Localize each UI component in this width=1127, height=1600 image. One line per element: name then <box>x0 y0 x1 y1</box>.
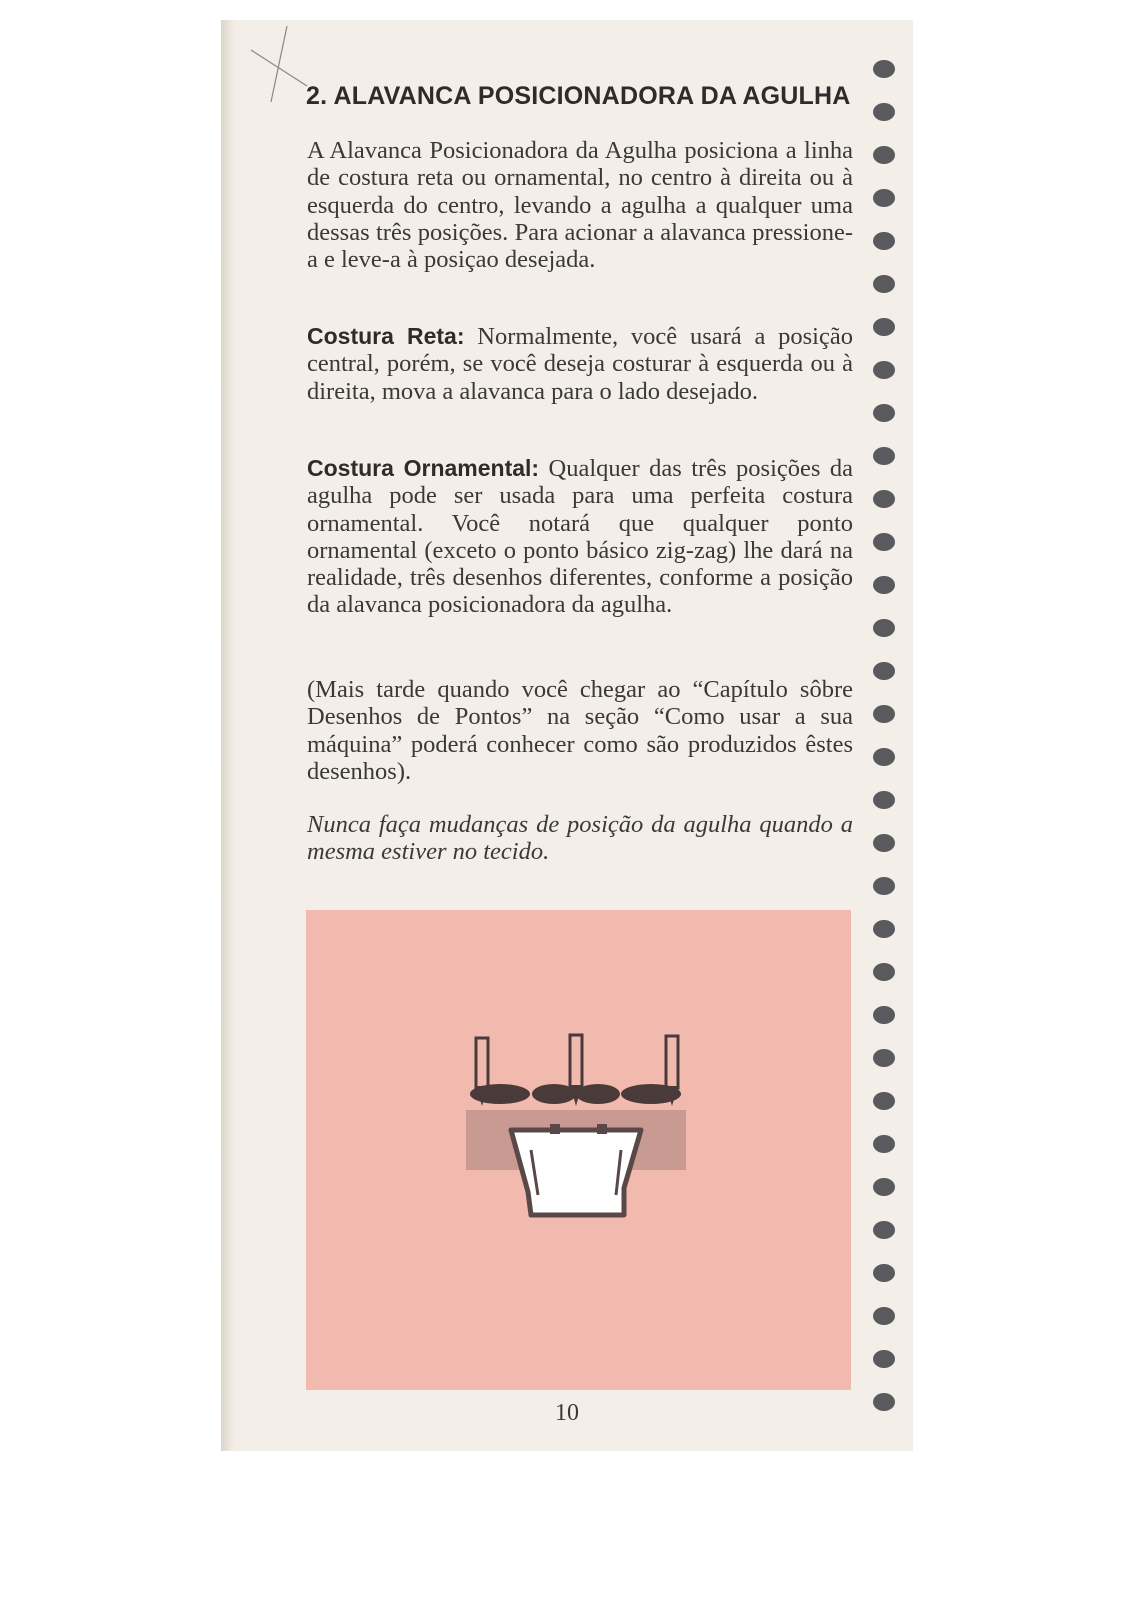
needle-positions-drawing <box>306 910 851 1390</box>
binding-hole <box>873 1393 895 1411</box>
manual-page <box>221 20 913 1451</box>
binding-hole <box>873 1350 895 1368</box>
binding-hole <box>873 103 895 121</box>
pen-mark <box>249 24 309 104</box>
needle-right-icon <box>621 1036 681 1106</box>
warning-paragraph: Nunca faça mudanças de posição da agulha quando a mesma estiver no tecido. <box>307 811 853 866</box>
binding-hole <box>873 146 895 164</box>
binding-hole <box>873 1178 895 1196</box>
note-paragraph: (Mais tarde quando você chegar ao “Capítulo sôbre Desenhos de Pontos” na seção “Como usar a sua máquina” poderá conhecer como são produzidos êstes desenhos). <box>307 676 853 785</box>
binding-hole <box>873 705 895 723</box>
binding-hole <box>873 189 895 207</box>
straight-stitch-paragraph <box>307 323 853 405</box>
needle-left-icon <box>470 1038 530 1106</box>
binding-hole <box>873 447 895 465</box>
binding-hole <box>873 576 895 594</box>
binding-hole <box>873 877 895 895</box>
binding-hole <box>873 963 895 981</box>
binding-hole <box>873 662 895 680</box>
binding-hole <box>873 60 895 78</box>
binding-hole <box>873 490 895 508</box>
binding-hole <box>873 232 895 250</box>
ornamental-stitch-text: Qualquer das três posições da agulha pode ser usada para uma perfeita costura ornamental. Você notará que qualquer ponto ornamental (exceto o ponto básico zig-zag) lhe dará na realidade, três desenhos diferentes, conforme a posição da alavanca posicionadora da agulha. <box>307 455 853 619</box>
ornamental-stitch-paragraph <box>307 455 853 619</box>
straight-stitch-text: Normalmente, você usará a posição central, porém, se você deseja costurar à esquerda ou à direita, mova a alavanca para o lado desejado. <box>307 323 853 405</box>
binding-hole <box>873 834 895 852</box>
binding-hole <box>873 1135 895 1153</box>
intro-paragraph: A Alavanca Posicionadora da Agulha posiciona a linha de costura reta ou ornamental, no centro à direita ou à esquerda do centro, levando a agulha a qualquer uma dessas três posições. Para acionar a alavanca pressione-a e leve-a à posiçao desejada. <box>307 137 853 274</box>
binding-hole <box>873 1307 895 1325</box>
binding-hole <box>873 619 895 637</box>
binding-hole <box>873 791 895 809</box>
binding-hole <box>873 1006 895 1024</box>
needle-positions-illustration <box>306 910 851 1390</box>
presser-foot <box>511 1130 641 1215</box>
binding-hole <box>873 1092 895 1110</box>
binding-hole <box>873 361 895 379</box>
binding-hole <box>873 1221 895 1239</box>
binding-hole <box>873 748 895 766</box>
binding-hole <box>873 275 895 293</box>
straight-stitch-label: Costura Reta: <box>307 323 465 349</box>
page-number: 10 <box>555 1400 579 1426</box>
binding-hole <box>873 1264 895 1282</box>
ornamental-stitch-label: Costura Ornamental: <box>307 455 540 481</box>
section-heading: 2. ALAVANCA POSICIONADORA DA AGULHA <box>306 82 851 110</box>
needle-center-icon <box>532 1035 620 1106</box>
binding-hole <box>873 318 895 336</box>
binding-hole <box>873 404 895 422</box>
spiral-binding-holes <box>870 20 906 1451</box>
binding-hole <box>873 1049 895 1067</box>
binding-hole <box>873 533 895 551</box>
binding-hole <box>873 920 895 938</box>
